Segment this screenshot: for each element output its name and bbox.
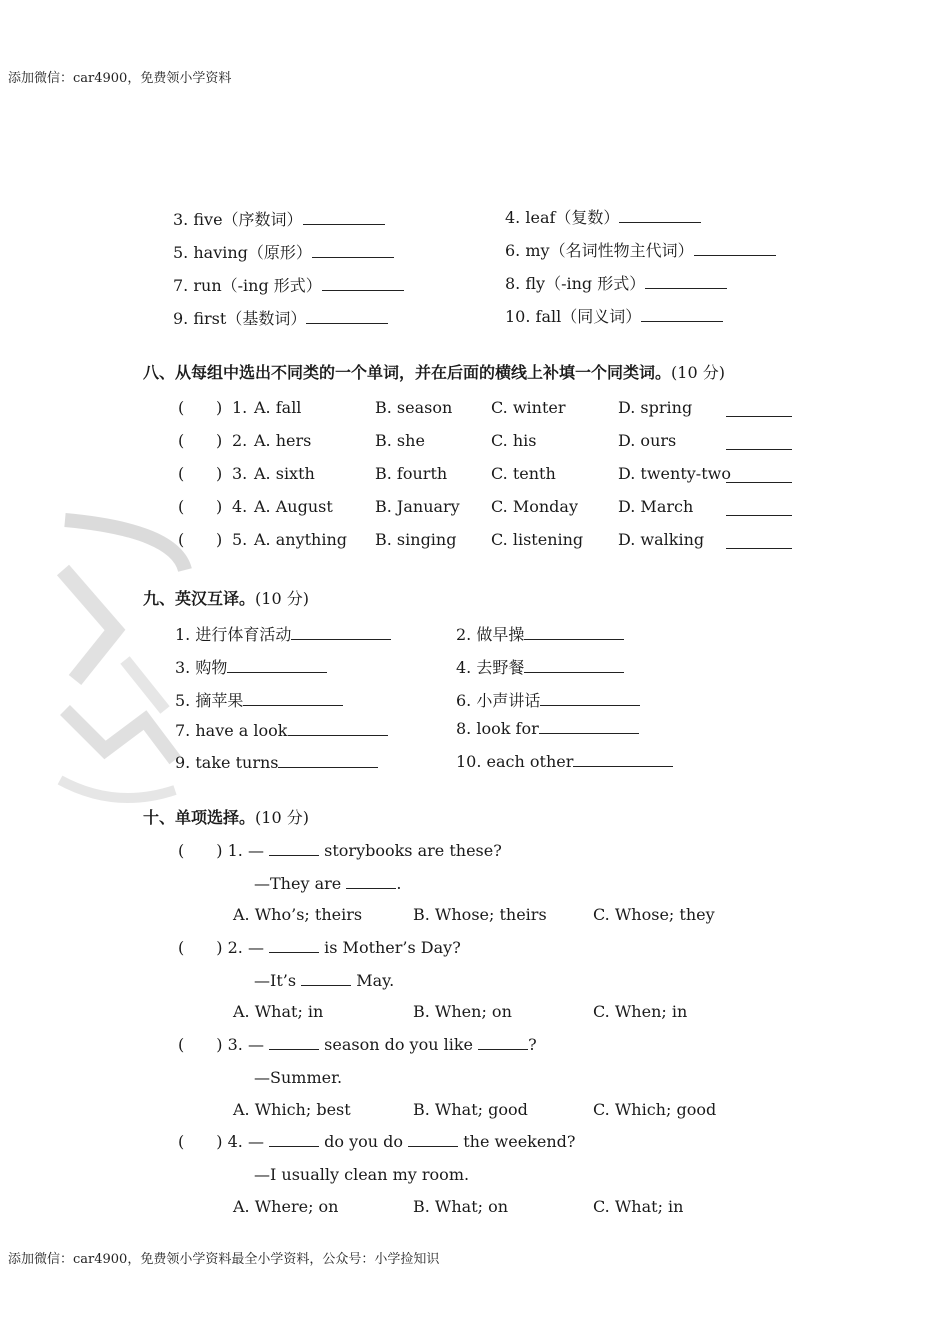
answer-blank[interactable] bbox=[540, 691, 640, 706]
option-c: C. winter bbox=[491, 398, 566, 417]
answer-blank[interactable] bbox=[694, 241, 776, 256]
item-text: 进行体育活动 bbox=[195, 625, 292, 644]
row-number: 1. bbox=[232, 398, 248, 417]
item-text: having（原形） bbox=[193, 243, 312, 262]
question-number: 2. bbox=[227, 938, 243, 957]
item-number: 10. bbox=[505, 307, 531, 326]
option-a: A. hers bbox=[254, 431, 312, 450]
item-number: 6. bbox=[505, 241, 521, 260]
s8-row-1: ( ) 1. A. fall B. season C. winter D. spring bbox=[178, 398, 798, 422]
item-text: 小声讲话 bbox=[476, 691, 541, 710]
item-number: 3. bbox=[175, 658, 191, 677]
row-number: 4. bbox=[232, 497, 248, 516]
option-d: D. ours bbox=[618, 431, 677, 450]
option-a: A. August bbox=[254, 497, 333, 516]
answer-blank[interactable] bbox=[322, 276, 404, 291]
item-number: 4. bbox=[505, 208, 521, 227]
s9-item-1 bbox=[175, 622, 391, 645]
answer-blank[interactable] bbox=[726, 534, 792, 549]
item-number: 8. bbox=[505, 274, 521, 293]
answer-paren-close: ) bbox=[216, 1035, 223, 1054]
answer-blank[interactable] bbox=[346, 874, 396, 889]
part7-item-7 bbox=[173, 273, 404, 296]
s9-item-10 bbox=[456, 752, 673, 771]
section-points: (10 分) bbox=[671, 363, 725, 382]
row-number: 3. bbox=[232, 464, 248, 483]
option-c: C. listening bbox=[491, 530, 584, 549]
dash: — bbox=[247, 1132, 264, 1151]
item-number: 9. bbox=[175, 753, 191, 772]
part7-item-8 bbox=[505, 271, 727, 294]
s8-row-4: ( ) 4. A. August B. January C. Monday D. March bbox=[178, 497, 798, 521]
answer-blank[interactable] bbox=[303, 210, 385, 225]
item-number: 8. bbox=[456, 719, 472, 738]
s10-q4-option-b: B. What; on bbox=[413, 1197, 509, 1216]
s10-q4-response: —I usually clean my room. bbox=[254, 1165, 470, 1184]
answer-blank[interactable] bbox=[524, 625, 624, 640]
answer-blank[interactable] bbox=[278, 753, 378, 768]
part7-item-3 bbox=[173, 207, 385, 230]
answer-blank[interactable] bbox=[726, 468, 792, 483]
s8-row-3: ( ) 3. A. sixth B. fourth C. tenth D. twenty-two bbox=[178, 464, 798, 488]
part7-item-5 bbox=[173, 240, 394, 263]
s10-q4-option-a: A. Where; on bbox=[233, 1197, 339, 1216]
s8-row-2: ( ) 2. A. hers B. she C. his D. ours bbox=[178, 431, 798, 455]
answer-paren-close: ) bbox=[216, 938, 223, 957]
option-d: D. twenty-two bbox=[618, 464, 731, 483]
s9-item-7 bbox=[175, 721, 388, 740]
part7-item-4 bbox=[505, 205, 701, 228]
answer-blank[interactable] bbox=[243, 691, 343, 706]
item-text: each other bbox=[486, 752, 574, 771]
item-text: 做早操 bbox=[476, 625, 525, 644]
item-text: leaf（复数） bbox=[525, 208, 620, 227]
part7-item-6 bbox=[505, 238, 776, 261]
section-title: 八、从每组中选出不同类的一个单词，并在后面的横线上补填一个同类词。 bbox=[143, 363, 672, 382]
option-a: A. fall bbox=[254, 398, 302, 417]
answer-blank[interactable] bbox=[726, 435, 792, 450]
item-text: look for bbox=[476, 719, 539, 738]
answer-blank[interactable] bbox=[645, 274, 727, 289]
stamp-mark bbox=[55, 510, 195, 810]
response-text: —It’s bbox=[254, 971, 297, 990]
answer-blank[interactable] bbox=[408, 1132, 458, 1147]
option-b: B. she bbox=[375, 431, 425, 450]
s10-q1-line1 bbox=[178, 841, 502, 860]
s10-q2-option-a: A. What; in bbox=[233, 1002, 324, 1021]
option-b: B. January bbox=[375, 497, 460, 516]
s10-q4-line1 bbox=[178, 1132, 575, 1151]
option-a: A. anything bbox=[254, 530, 348, 549]
dash: — bbox=[247, 938, 264, 957]
question-text: do you do bbox=[324, 1132, 404, 1151]
s10-q4-option-c: C. What; in bbox=[593, 1197, 684, 1216]
section9-heading bbox=[143, 586, 309, 609]
item-number: 10. bbox=[456, 752, 482, 771]
answer-blank[interactable] bbox=[726, 402, 792, 417]
item-number: 5. bbox=[175, 691, 191, 710]
response-end: May. bbox=[356, 971, 395, 990]
item-number: 9. bbox=[173, 309, 189, 328]
s10-q2-line2 bbox=[254, 971, 394, 990]
answer-paren-open: ( bbox=[178, 1132, 185, 1151]
s10-q1-option-c: C. Whose; they bbox=[593, 905, 715, 924]
item-number: 3. bbox=[173, 210, 189, 229]
watermark-top: 添加微信：car4900，免费领小学资料 bbox=[8, 71, 232, 86]
s9-item-6 bbox=[456, 688, 640, 711]
s9-item-2 bbox=[456, 622, 624, 645]
answer-blank[interactable] bbox=[641, 307, 723, 322]
option-b: B. fourth bbox=[375, 464, 448, 483]
s10-q3-response: —Summer. bbox=[254, 1068, 343, 1087]
s10-q2-line1 bbox=[178, 938, 461, 957]
s9-item-5 bbox=[175, 688, 343, 711]
s10-q2-option-c: C. When; in bbox=[593, 1002, 688, 1021]
option-c: C. his bbox=[491, 431, 537, 450]
section10-heading bbox=[143, 805, 309, 828]
answer-paren-open: ( bbox=[178, 841, 185, 860]
s10-q1-option-a: A. Who’s; theirs bbox=[233, 905, 363, 924]
question-number: 3. bbox=[227, 1035, 243, 1054]
s9-item-9 bbox=[175, 753, 378, 772]
option-d: D. walking bbox=[618, 530, 705, 549]
item-number: 5. bbox=[173, 243, 189, 262]
s10-q2-option-b: B. When; on bbox=[413, 1002, 512, 1021]
item-number: 4. bbox=[456, 658, 472, 677]
item-text: fly（-ing 形式） bbox=[525, 274, 646, 293]
question-number: 1. bbox=[227, 841, 243, 860]
part7-item-10 bbox=[505, 304, 723, 327]
section-title: 九、英汉互译。 bbox=[143, 589, 256, 608]
answer-paren-open: ( bbox=[178, 938, 185, 957]
item-text: 购物 bbox=[195, 658, 228, 677]
section-title: 十、单项选择。 bbox=[143, 808, 256, 827]
item-text: five（序数词） bbox=[193, 210, 303, 229]
question-number: 4. bbox=[227, 1132, 243, 1151]
question-end: ? bbox=[528, 1035, 537, 1054]
dash: — bbox=[247, 841, 264, 860]
item-text: 摘苹果 bbox=[195, 691, 244, 710]
s8-row-5: ( ) 5. A. anything B. singing C. listening D. walking bbox=[178, 530, 798, 554]
s10-q1-option-b: B. Whose; theirs bbox=[413, 905, 547, 924]
answer-blank[interactable] bbox=[288, 721, 388, 736]
row-number: 2. bbox=[232, 431, 248, 450]
question-text: season do you like bbox=[324, 1035, 474, 1054]
response-text: —They are bbox=[254, 874, 342, 893]
answer-blank[interactable] bbox=[573, 752, 673, 767]
option-b: B. singing bbox=[375, 530, 457, 549]
s10-q3-option-b: B. What; good bbox=[413, 1100, 528, 1119]
s10-q3-line1 bbox=[178, 1035, 537, 1054]
answer-blank[interactable] bbox=[524, 658, 624, 673]
item-text: run（-ing 形式） bbox=[193, 276, 322, 295]
item-text: fall（同义词） bbox=[535, 307, 642, 326]
answer-blank[interactable] bbox=[301, 971, 351, 986]
option-c: C. tenth bbox=[491, 464, 556, 483]
item-text: have a look bbox=[195, 721, 288, 740]
part7-item-9 bbox=[173, 306, 388, 329]
s9-item-8 bbox=[456, 719, 639, 738]
dash: — bbox=[247, 1035, 264, 1054]
answer-blank[interactable] bbox=[726, 501, 792, 516]
option-a: A. sixth bbox=[254, 464, 315, 483]
item-number: 7. bbox=[173, 276, 189, 295]
section8-heading bbox=[143, 360, 725, 383]
item-text: first（基数词） bbox=[193, 309, 307, 328]
row-number: 5. bbox=[232, 530, 248, 549]
s10-q1-line2 bbox=[254, 874, 401, 893]
answer-paren-open: ( bbox=[178, 1035, 185, 1054]
answer-blank[interactable] bbox=[269, 938, 319, 953]
answer-blank[interactable] bbox=[539, 719, 639, 734]
answer-blank[interactable] bbox=[306, 309, 388, 324]
item-number: 1. bbox=[175, 625, 191, 644]
option-b: B. season bbox=[375, 398, 453, 417]
answer-paren-close: ) bbox=[216, 1132, 223, 1151]
answer-paren-close: ) bbox=[216, 841, 223, 860]
answer-blank[interactable] bbox=[619, 208, 701, 223]
s9-item-4 bbox=[456, 655, 624, 678]
response-end: . bbox=[396, 874, 402, 893]
item-text: 去野餐 bbox=[476, 658, 525, 677]
answer-blank[interactable] bbox=[269, 1035, 319, 1050]
item-number: 7. bbox=[175, 721, 191, 740]
answer-blank[interactable] bbox=[291, 625, 391, 640]
section-points: (10 分) bbox=[255, 589, 309, 608]
item-text: take turns bbox=[195, 753, 279, 772]
answer-blank[interactable] bbox=[269, 1132, 319, 1147]
answer-blank[interactable] bbox=[312, 243, 394, 258]
s10-q3-option-a: A. Which; best bbox=[233, 1100, 351, 1119]
question-text: storybooks are these? bbox=[324, 841, 502, 860]
option-c: C. Monday bbox=[491, 497, 578, 516]
question-end: the weekend? bbox=[463, 1132, 576, 1151]
answer-blank[interactable] bbox=[478, 1035, 528, 1050]
answer-blank[interactable] bbox=[269, 841, 319, 856]
section-points: (10 分) bbox=[255, 808, 309, 827]
answer-blank[interactable] bbox=[227, 658, 327, 673]
item-number: 6. bbox=[456, 691, 472, 710]
item-number: 2. bbox=[456, 625, 472, 644]
s10-q3-option-c: C. Which; good bbox=[593, 1100, 717, 1119]
question-text: is Mother’s Day? bbox=[324, 938, 461, 957]
s9-item-3 bbox=[175, 655, 327, 678]
watermark-bottom: 添加微信：car4900，免费领小学资料最全小学资料，公众号：小学捡知识 bbox=[8, 1252, 440, 1267]
item-text: my（名词性物主代词） bbox=[525, 241, 694, 260]
option-d: D. March bbox=[618, 497, 694, 516]
option-d: D. spring bbox=[618, 398, 693, 417]
